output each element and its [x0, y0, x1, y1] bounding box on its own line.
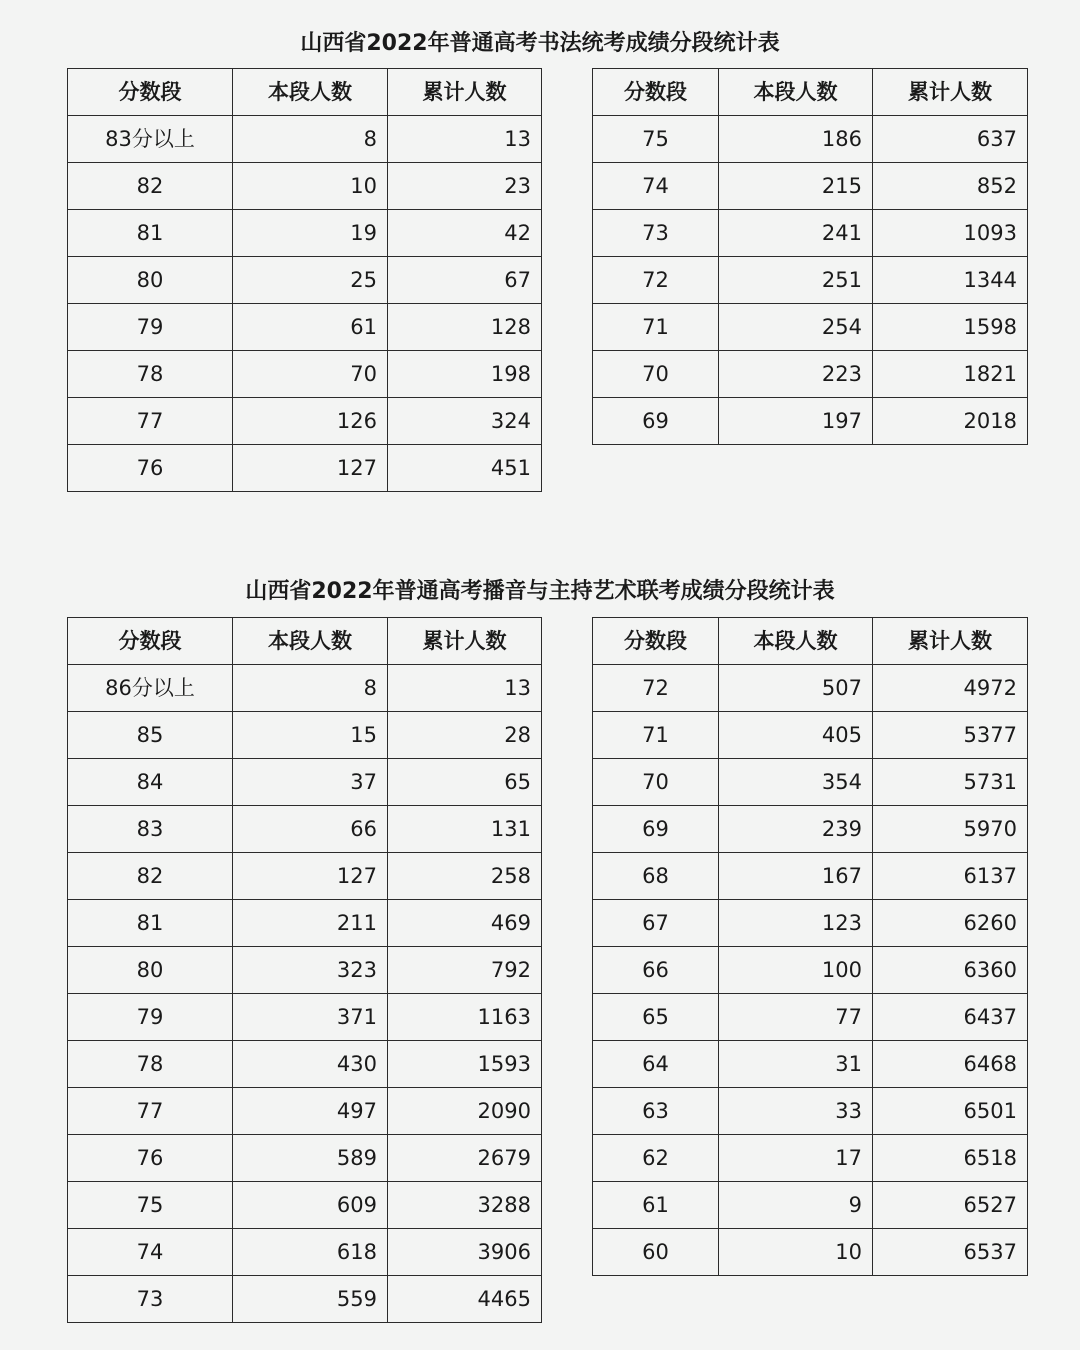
cumulative-count-cell: 6137	[873, 853, 1028, 900]
cumulative-count-cell: 65	[388, 759, 542, 806]
table-row	[68, 994, 542, 1041]
table-row	[68, 1135, 542, 1182]
score-range-cell: 73	[593, 210, 719, 257]
score-range-cell: 77	[68, 1088, 233, 1135]
cumulative-count-cell: 258	[388, 853, 542, 900]
cumulative-count-cell: 1821	[873, 351, 1028, 398]
table-row	[68, 900, 542, 947]
table-row	[593, 351, 1028, 398]
segment-count-cell: 10	[719, 1229, 873, 1276]
table-row	[68, 759, 542, 806]
cumulative-count-cell: 5377	[873, 712, 1028, 759]
segment-count-cell: 559	[233, 1276, 388, 1323]
calligraphy-table-right	[592, 68, 1028, 445]
calligraphy-table-left	[67, 68, 542, 492]
calligraphy-table-title: 山西省2022年普通高考书法统考成绩分段统计表	[300, 31, 780, 56]
cumulative-count-cell: 2018	[873, 398, 1028, 445]
cumulative-count-cell: 451	[388, 445, 542, 492]
cumulative-count-cell: 23	[388, 163, 542, 210]
cumulative-count-cell: 3906	[388, 1229, 542, 1276]
segment-count-cell: 618	[233, 1229, 388, 1276]
table-row	[593, 116, 1028, 163]
table-row	[68, 116, 542, 163]
table-row	[68, 163, 542, 210]
table-row	[68, 398, 542, 445]
cumulative-count-cell: 6468	[873, 1041, 1028, 1088]
table-row	[593, 1229, 1028, 1276]
table-row	[593, 900, 1028, 947]
score-range-cell: 62	[593, 1135, 719, 1182]
table-row	[593, 257, 1028, 304]
cumulative-count-cell: 852	[873, 163, 1028, 210]
score-range-cell: 75	[593, 116, 719, 163]
segment-count-cell: 241	[719, 210, 873, 257]
cumulative-count-cell: 6518	[873, 1135, 1028, 1182]
score-range-cell: 64	[593, 1041, 719, 1088]
score-range-cell: 71	[593, 304, 719, 351]
cumulative-count-cell: 2090	[388, 1088, 542, 1135]
score-range-cell: 81	[68, 210, 233, 257]
score-range-cell: 63	[593, 1088, 719, 1135]
cumulative-count-cell: 6501	[873, 1088, 1028, 1135]
score-range-cell: 82	[68, 163, 233, 210]
segment-count-cell: 507	[719, 665, 873, 712]
score-range-cell: 68	[593, 853, 719, 900]
score-range-cell: 79	[68, 304, 233, 351]
table-row	[593, 210, 1028, 257]
table-row	[68, 947, 542, 994]
table-row	[593, 163, 1028, 210]
segment-count-header: 本段人数	[719, 618, 873, 665]
cumulative-count-cell: 6537	[873, 1229, 1028, 1276]
cumulative-count-header: 累计人数	[388, 69, 542, 116]
table-row	[593, 853, 1028, 900]
score-range-cell: 60	[593, 1229, 719, 1276]
broadcasting-table-left	[67, 617, 542, 1323]
table-row	[593, 398, 1028, 445]
table-row	[593, 1135, 1028, 1182]
table-row	[68, 210, 542, 257]
score-range-cell: 78	[68, 351, 233, 398]
score-range-cell: 67	[593, 900, 719, 947]
cumulative-count-header: 累计人数	[388, 618, 542, 665]
header-row	[68, 618, 542, 665]
segment-count-cell: 609	[233, 1182, 388, 1229]
score-range-cell: 72	[593, 665, 719, 712]
score-range-cell: 79	[68, 994, 233, 1041]
score-range-cell: 76	[68, 445, 233, 492]
segment-count-cell: 61	[233, 304, 388, 351]
score-range-cell: 71	[593, 712, 719, 759]
table-row	[68, 257, 542, 304]
score-range-cell: 74	[593, 163, 719, 210]
table-row	[593, 712, 1028, 759]
cumulative-count-cell: 5731	[873, 759, 1028, 806]
cumulative-count-cell: 1093	[873, 210, 1028, 257]
cumulative-count-cell: 1598	[873, 304, 1028, 351]
segment-count-cell: 66	[233, 806, 388, 853]
segment-count-cell: 239	[719, 806, 873, 853]
segment-count-cell: 405	[719, 712, 873, 759]
segment-count-cell: 19	[233, 210, 388, 257]
segment-count-cell: 497	[233, 1088, 388, 1135]
segment-count-cell: 167	[719, 853, 873, 900]
cumulative-count-cell: 1593	[388, 1041, 542, 1088]
cumulative-count-header: 累计人数	[873, 618, 1028, 665]
segment-count-cell: 15	[233, 712, 388, 759]
score-range-cell: 86分以上	[68, 665, 233, 712]
score-range-cell: 76	[68, 1135, 233, 1182]
segment-count-cell: 100	[719, 947, 873, 994]
score-range-cell: 70	[593, 351, 719, 398]
table-row	[593, 947, 1028, 994]
score-range-cell: 80	[68, 257, 233, 304]
segment-count-cell: 10	[233, 163, 388, 210]
cumulative-count-cell: 1163	[388, 994, 542, 1041]
cumulative-count-cell: 6260	[873, 900, 1028, 947]
segment-count-cell: 197	[719, 398, 873, 445]
score-range-cell: 80	[68, 947, 233, 994]
score-range-header: 分数段	[68, 69, 233, 116]
segment-count-cell: 430	[233, 1041, 388, 1088]
cumulative-count-cell: 2679	[388, 1135, 542, 1182]
segment-count-cell: 215	[719, 163, 873, 210]
segment-count-cell: 127	[233, 445, 388, 492]
segment-count-cell: 186	[719, 116, 873, 163]
score-range-cell: 84	[68, 759, 233, 806]
score-range-header: 分数段	[68, 618, 233, 665]
segment-count-cell: 371	[233, 994, 388, 1041]
cumulative-count-cell: 324	[388, 398, 542, 445]
cumulative-count-cell: 13	[388, 116, 542, 163]
segment-count-cell: 37	[233, 759, 388, 806]
cumulative-count-cell: 67	[388, 257, 542, 304]
score-range-cell: 83	[68, 806, 233, 853]
score-range-cell: 85	[68, 712, 233, 759]
segment-count-cell: 70	[233, 351, 388, 398]
segment-count-cell: 127	[233, 853, 388, 900]
score-range-cell: 65	[593, 994, 719, 1041]
score-range-cell: 75	[68, 1182, 233, 1229]
table-row	[593, 806, 1028, 853]
table-row	[68, 806, 542, 853]
table-row	[593, 759, 1028, 806]
cumulative-count-cell: 4465	[388, 1276, 542, 1323]
segment-count-cell: 17	[719, 1135, 873, 1182]
cumulative-count-cell: 128	[388, 304, 542, 351]
cumulative-count-cell: 131	[388, 806, 542, 853]
segment-count-header: 本段人数	[233, 69, 388, 116]
header-row	[68, 69, 542, 116]
table-row	[593, 994, 1028, 1041]
score-range-cell: 73	[68, 1276, 233, 1323]
score-range-cell: 81	[68, 900, 233, 947]
score-range-cell: 82	[68, 853, 233, 900]
cumulative-count-cell: 198	[388, 351, 542, 398]
cumulative-count-cell: 13	[388, 665, 542, 712]
score-range-cell: 66	[593, 947, 719, 994]
cumulative-count-cell: 42	[388, 210, 542, 257]
header-row	[593, 618, 1028, 665]
table-row	[68, 665, 542, 712]
score-range-cell: 74	[68, 1229, 233, 1276]
cumulative-count-cell: 5970	[873, 806, 1028, 853]
segment-count-header: 本段人数	[233, 618, 388, 665]
broadcasting-table-title: 山西省2022年普通高考播音与主持艺术联考成绩分段统计表	[245, 579, 835, 604]
cumulative-count-cell: 792	[388, 947, 542, 994]
segment-count-cell: 33	[719, 1088, 873, 1135]
table-row	[593, 1041, 1028, 1088]
table-row	[68, 445, 542, 492]
score-range-cell: 72	[593, 257, 719, 304]
score-range-cell: 77	[68, 398, 233, 445]
table-row	[68, 853, 542, 900]
segment-count-cell: 323	[233, 947, 388, 994]
segment-count-cell: 8	[233, 116, 388, 163]
score-range-cell: 78	[68, 1041, 233, 1088]
table-row	[593, 1182, 1028, 1229]
segment-count-cell: 77	[719, 994, 873, 1041]
table-row	[593, 304, 1028, 351]
table-row	[68, 1041, 542, 1088]
segment-count-cell: 25	[233, 257, 388, 304]
score-range-cell: 61	[593, 1182, 719, 1229]
score-range-cell: 83分以上	[68, 116, 233, 163]
segment-count-cell: 31	[719, 1041, 873, 1088]
cumulative-count-cell: 4972	[873, 665, 1028, 712]
segment-count-header: 本段人数	[719, 69, 873, 116]
segment-count-cell: 9	[719, 1182, 873, 1229]
segment-count-cell: 126	[233, 398, 388, 445]
broadcasting-table-right	[592, 617, 1028, 1276]
segment-count-cell: 8	[233, 665, 388, 712]
table-row	[68, 1229, 542, 1276]
score-range-cell: 69	[593, 398, 719, 445]
table-row	[68, 304, 542, 351]
cumulative-count-cell: 3288	[388, 1182, 542, 1229]
header-row	[593, 69, 1028, 116]
score-range-header: 分数段	[593, 618, 719, 665]
table-row	[593, 665, 1028, 712]
cumulative-count-cell: 637	[873, 116, 1028, 163]
segment-count-cell: 123	[719, 900, 873, 947]
cumulative-count-cell: 1344	[873, 257, 1028, 304]
cumulative-count-cell: 28	[388, 712, 542, 759]
score-range-cell: 70	[593, 759, 719, 806]
segment-count-cell: 589	[233, 1135, 388, 1182]
segment-count-cell: 254	[719, 304, 873, 351]
cumulative-count-cell: 6527	[873, 1182, 1028, 1229]
segment-count-cell: 211	[233, 900, 388, 947]
table-row	[68, 351, 542, 398]
table-row	[593, 1088, 1028, 1135]
table-row	[68, 1182, 542, 1229]
segment-count-cell: 354	[719, 759, 873, 806]
cumulative-count-cell: 469	[388, 900, 542, 947]
table-row	[68, 712, 542, 759]
segment-count-cell: 251	[719, 257, 873, 304]
cumulative-count-cell: 6360	[873, 947, 1028, 994]
score-range-header: 分数段	[593, 69, 719, 116]
score-range-cell: 69	[593, 806, 719, 853]
cumulative-count-header: 累计人数	[873, 69, 1028, 116]
segment-count-cell: 223	[719, 351, 873, 398]
table-row	[68, 1088, 542, 1135]
cumulative-count-cell: 6437	[873, 994, 1028, 1041]
table-row	[68, 1276, 542, 1323]
